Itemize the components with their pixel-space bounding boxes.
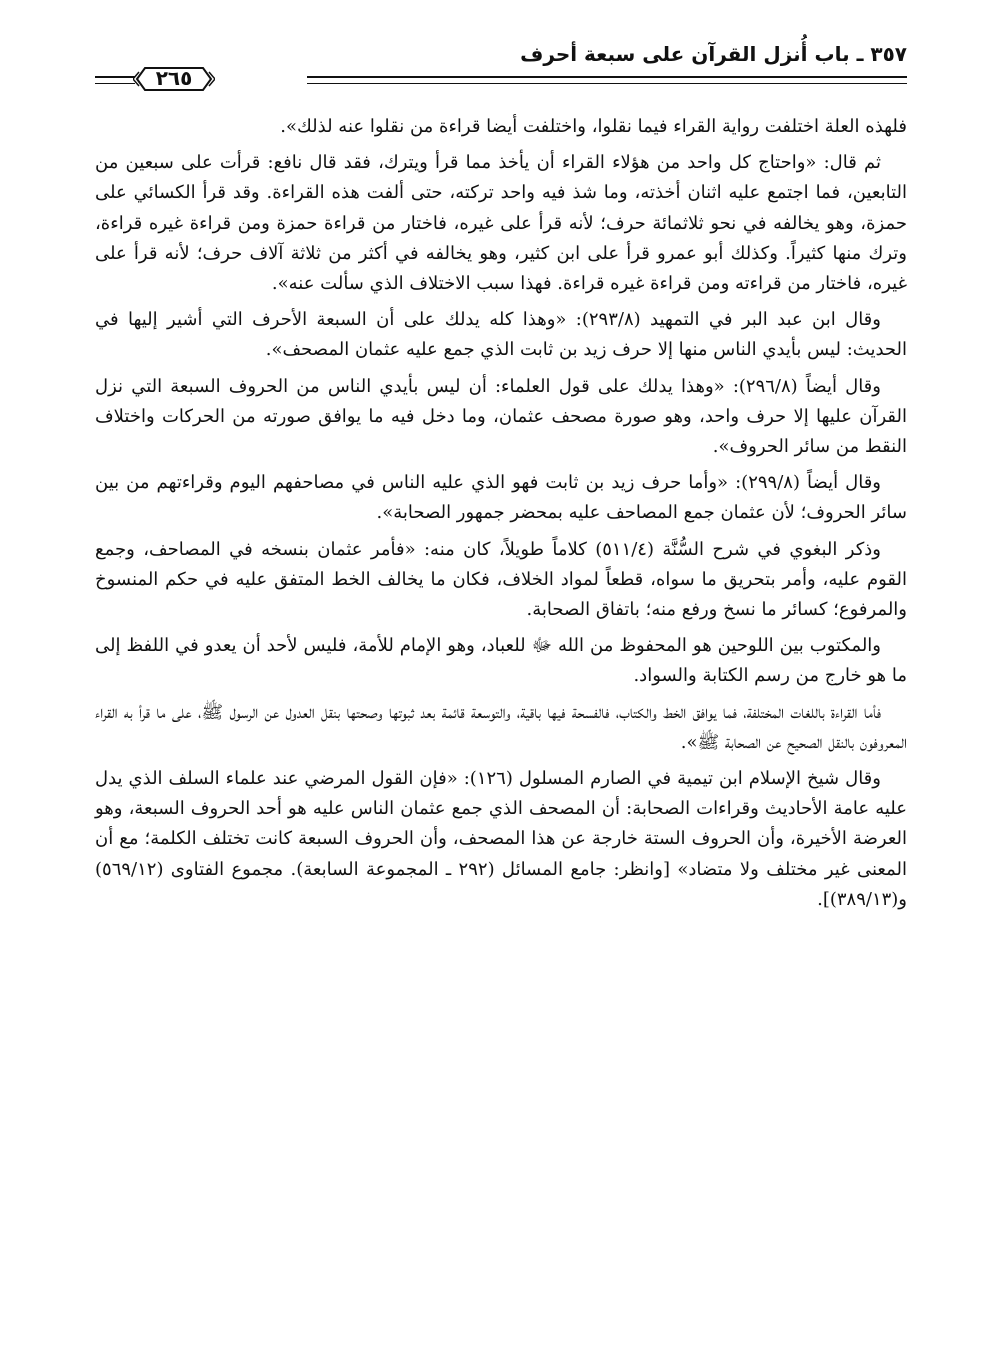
paragraph: وذكر البغوي في شرح السُّنَّة (٥١١/٤) كلاماً طويلاً، كان منه: «فأمر عثمان بنسخه في المصاحف، وجمع القوم عليه، وأمر بتحريق ما سواه، قطعاً لمواد الخلاف، فكان ما يخالف الخط المتفق عليه في حكم المنسوخ والمرفوع؛ كسائر ما نسخ ورفع منه؛ باتفاق الصحابة. <box>95 538 907 621</box>
running-title: ٣٥٧ ـ باب أُنزل القرآن على سبعة أحرف <box>520 42 907 66</box>
paragraph: وقال أيضاً (٢٩٩/٨): «وأما حرف زيد بن ثابت فهو الذي عليه الناس في مصاحفهم اليوم وقراءتهم من بين سائر الحروف؛ لأن عثمان جمع المصاحف عليه بمحضر جمهور الصحابة». <box>95 472 907 524</box>
page-number: ٢٦٥ <box>155 66 193 90</box>
paragraph: فأما القراءة باللغات المختلفة، فما يوافق الخط والكتاب، فالفسحة فيها باقية، والتوسعة قائمة بعد ثبوتها وصحتها بنقل العدول عن الرسول ﷺ، على ما قرأ به القراء المعروفون بالنقل الصحيح عن الصحابة ﷺ». <box>95 701 907 753</box>
paragraph: والمكتوب بين اللوحين هو المحفوظ من الله ﷻ للعباد، وهو الإمام للأمة، فليس لأحد أن يعدو في اللفظ إلى ما هو خارج من رسم الكتابة والسواد. <box>95 635 907 687</box>
page-number-ornament <box>133 62 215 96</box>
paragraph: وقال أيضاً (٢٩٦/٨): «وهذا يدلك على قول العلماء: أن ليس بأيدي الناس من الحروف السبعة التي نزل القرآن عليها إلا حرف واحد، وهو صورة مصحف عثمان، وما دخل فيه ما يوافق صورته من الحركات واختلاف النقط من سائر الحروف». <box>95 375 907 458</box>
header-rule <box>307 76 907 84</box>
paragraph: وقال شيخ الإسلام ابن تيمية في الصارم المسلول (١٢٦): «فإن القول المرضي عند علماء السلف الذي يدل عليه عامة الأحاديث وقراءات الصحابة: أن المصحف الذي جمع عثمان الناس عليه هو أحد الحروف السبعة، وهو العرضة الأخيرة، وأن الحروف الستة خارجة عن هذا المصحف، وأن الحروف السبعة كانت تختلف الكلمة؛ مع أن المعنى غير مختلف ولا متضاد» [وانظر: جامع المسائل (٢٩٢ ـ المجموعة السابعة). مجموع الفتاوى (٥٦٩/١٢) و(٣٨٩/١٣)]. <box>95 768 907 910</box>
paragraph: فلهذه العلة اختلفت رواية القراء فيما نقلوا، واختلفت أيضا قراءة من نقلوا عنه لذلك». <box>280 116 907 137</box>
body-text <box>95 112 907 921</box>
header-rule-left <box>95 76 135 84</box>
paragraph: وقال ابن عبد البر في التمهيد (٢٩٣/٨): «وهذا كله يدلك على أن السبعة الأحرف التي أشير إليها في الحديث: ليس بأيدي الناس منها إلا حرف زيد بن ثابت الذي جمع عليه عثمان المصحف». <box>95 309 907 361</box>
page-header <box>95 30 907 100</box>
paragraph: ثم قال: «واحتاج كل واحد من هؤلاء القراء أن يأخذ مما قرأ ويترك، فقد قال نافع: قرأت على سبعين من التابعين، فما اجتمع عليه اثنان أخذته، وما شذ فيه واحد تركته، حتى ألفت هذه القراءة. وقد قرأ الكسائي على حمزة، وهو يخالفه في نحو ثلاثمائة حرف؛ لأنه قرأ على غيره، فاختار من قراءة حمزة ومن قراءة غيره قراءة، وترك منها كثيراً. وكذلك أبو عمرو قرأ على ابن كثير، وهو يخالفه في أكثر من ثلاثة آلاف حرف؛ لأنه قرأ على غيره، فاختار من قراءته ومن قراءة غيره قراءة. فهذا سبب الاختلاف الذي سألت عنه». <box>95 152 907 295</box>
